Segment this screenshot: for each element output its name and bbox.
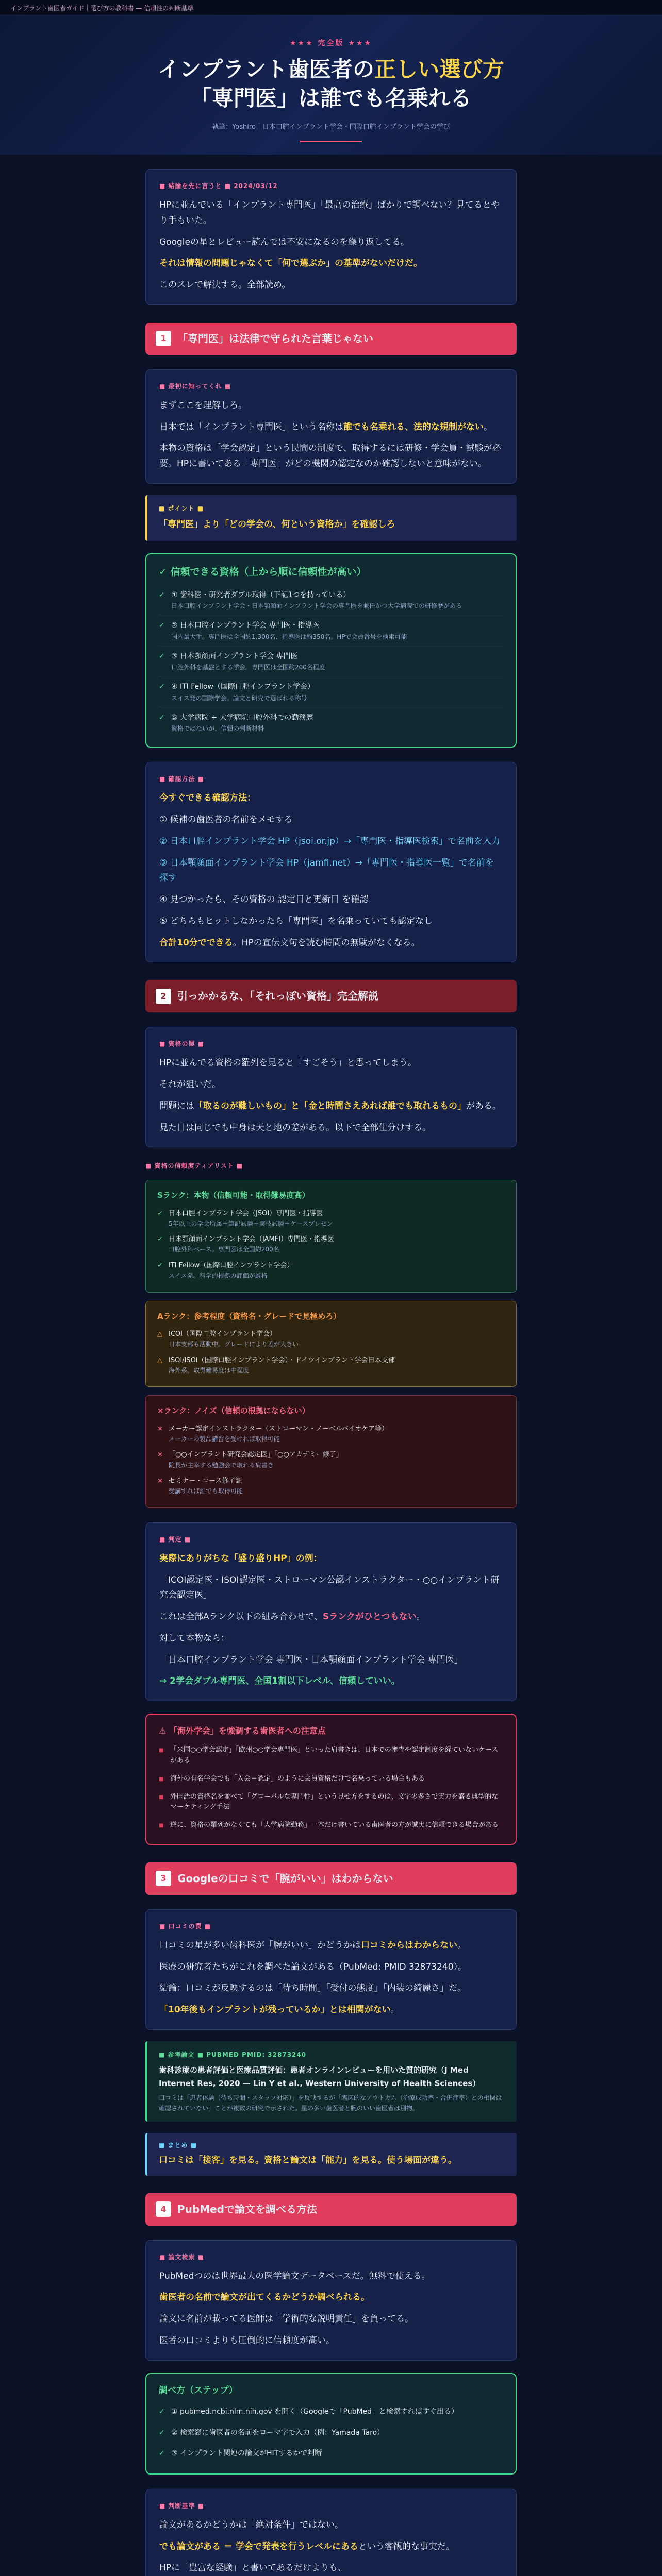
paragraph (159, 2003, 503, 2018)
text-run: という客観的な事実だ。 (358, 2541, 455, 2552)
list-item (157, 1231, 505, 1258)
section-number: 2 (156, 989, 171, 1004)
credential-list (159, 585, 503, 738)
item-main: ISOI/ISOI（国際口腔インプラント学会）・ドイツインプラント学会日本支部 (169, 1356, 395, 1364)
item-main: ③ 日本顎顔面インプラント学会 専門医 (171, 652, 298, 660)
item-main: ⑤ 大学病院 + 大学病院口腔外科での勤務歴 (171, 713, 313, 722)
text-run: 問題には (159, 1100, 194, 1111)
highlight-text: 「取るのが難しいもの」と「金と時間さえあれば誰でも取れるもの」 (194, 1100, 466, 1111)
ref-label: ■ 参考論文 ■ PUBMED PMID: 32873240 (159, 2050, 307, 2058)
legal-card (145, 369, 517, 484)
item-sub: 日本支部も活動中。グレードにより差が大きい (169, 1341, 299, 1348)
highlight-paragraph: それは情報の問題じゃなくて「何で選ぶか」の基準がないだけだ。 (159, 258, 422, 269)
trusted-credentials-box (145, 553, 517, 748)
tier-b (145, 1395, 517, 1507)
criteria-card (145, 2489, 517, 2576)
text-run: 日本では「インプラント専門医」という名称は (159, 421, 343, 432)
text-run: 。 (484, 421, 492, 432)
paragraph (159, 1609, 503, 1625)
text-run: がある。 (466, 1100, 501, 1111)
steps-box (145, 2373, 517, 2475)
top-bar-text: インプラント歯医者ガイド｜選び方の教科書 — 信頼性の判断基準 (10, 5, 194, 12)
paragraph: 対して本物なら： (159, 1633, 229, 1643)
list-item: ■ 外国語の資格名を並べて「グローバルな専門性」という見せ方をするのは、文字の多さで実力を盛る典型的なマーケティング手法 (159, 1788, 503, 1817)
step: ② 日本口腔インプラント学会 HP（jsoi.or.jp）→「専門医・指導医検索」で名前を入力 (159, 836, 501, 846)
item-main: ① 歯科医・研究者ダブル取得（下記1つを持っている） (171, 590, 351, 599)
item-sub: 日本口腔インプラント学会・日本顎顔面インプラント学会の専門医を兼任かつ大学病院での研修歴がある (171, 602, 462, 610)
card-label: ■ 最初に知ってくれ ■ (159, 382, 231, 390)
item-main: 日本顎顔面インプラント学会（JAMFI）専門医・指導医 (169, 1235, 335, 1244)
card-label: ■ 判断基準 ■ (159, 2502, 205, 2510)
item-sub: 口腔外科を基盤とする学会。専門医は全国約200名程度 (171, 664, 325, 671)
top-bar (0, 0, 662, 15)
warning-list (159, 1741, 503, 1835)
hero-eyebrow: ★★★ 完全版 ★★★ (289, 39, 373, 47)
item-sub: 5年以上の学会所属＋筆記試験＋実技試験＋ケースプレゼン (169, 1219, 333, 1227)
text-run: 。 (457, 1940, 466, 1951)
step: ① 候補の歯医者の名前をメモする (159, 815, 293, 825)
list-item (159, 615, 503, 646)
tier-s (145, 1180, 517, 1292)
list-item: ■ 海外の有名学会でも「入会＝認定」のように会員資格だけで名乗っている場合もある (159, 1770, 503, 1788)
example-card (145, 1522, 517, 1701)
tier-list-label: ■ 資格の信頼度ティアリスト ■ (145, 1162, 243, 1170)
tier-title: Sランク：本物（信頼可能・取得難易度高） (157, 1191, 310, 1200)
warning-box (145, 1714, 517, 1845)
section-title: PubMedで論文を調べる方法 (177, 2202, 317, 2215)
item-sub: 院長が主宰する勉強会で取れる肩書き (169, 1461, 274, 1469)
item-main: セミナー・コース修了証 (169, 1477, 242, 1485)
author-meta: 執筆：Yoshiro｜日本口腔インプラント学会・国際口腔インプラント学会の学び (212, 123, 450, 131)
ref-title: 歯科診療の患者評価と医療品質評価：患者オンラインレビューを用いた質的研究（J Med Internet Res, 2020 — Lin Y et al., Western University of Health Sciences） (159, 2065, 481, 2089)
step: ⑤ どちらもヒットしなかったら「専門医」を名乗っていても認定なし (159, 916, 433, 926)
paragraph: まずここを理解しろ。 (159, 400, 247, 411)
item-sub: スイス発の国際学会。論文と研究で選ばれる称号 (171, 694, 307, 702)
text-run: 。 (390, 2005, 400, 2015)
summary-box (145, 2133, 517, 2176)
text-run: 口コミの星が多い歯科医が「腕がいい」かどうかは (159, 1940, 361, 1951)
main-content (145, 169, 517, 2576)
pubmed-card (145, 2240, 517, 2361)
list-item: ■ 逆に、資格の羅列がなくても「大学病院勤務」一本だけ書いている歯医者の方が誠実に信頼できる場合がある (159, 1817, 503, 1835)
paragraph: 論文に名前が載ってる医師は「学術的な説明責任」を負ってる。 (159, 2314, 413, 2325)
item-main: ICOI（国際口腔インプラント学会） (169, 1330, 276, 1338)
verify-card (145, 762, 517, 962)
step-item: ✓ ③ インプラント関連の論文がHITするかで判断 (159, 2443, 503, 2464)
section-title: 「専門医」は法律で守られた言葉じゃない (177, 332, 373, 345)
paragraph: HPに「豊富な経験」と書いてあるだけよりも、 (159, 2563, 347, 2573)
ref-body: 口コミは「患者体験（待ち時間・スタッフ対応）」を反映するが「臨床的なアウトカム（治療成功率・合併症率）との相関は確認されていない」ことが複数の研究で示された。星の多い歯医者と腕のいい歯医者は別物。 (159, 2094, 502, 2112)
hero-divider (300, 141, 362, 142)
section-heading-4 (145, 2193, 517, 2226)
reference-box (145, 2041, 517, 2122)
item-main: ④ ITI Fellow（国際口腔インプラント学会） (171, 683, 315, 691)
step-item: ✓ ② 検索窓に歯医者の名前をローマ字で入力（例：Yamada Taro） (159, 2422, 503, 2444)
item-sub: 口腔外科ベース。専門医は全国約200名 (169, 1246, 279, 1253)
list-item (157, 1421, 505, 1447)
paragraph (159, 1099, 503, 1114)
paragraph: 医療の研究者たちがこれを調べた論文がある（PubMed: PMID 32873240）。 (159, 1961, 467, 1972)
page-title (0, 55, 662, 113)
item-main: ITI Fellow（国際口腔インプラント学会） (169, 1261, 294, 1269)
title-highlight: 正しい選び方 (374, 56, 505, 82)
highlight-text: 合計10分でできる (159, 937, 233, 948)
tier-title: Aランク：参考程度（資格名・グレードで見極めろ） (157, 1311, 341, 1321)
paragraph: HPに並んでる資格の羅列を見ると「すごそう」と思ってしまう。 (159, 1058, 417, 1069)
card-label: ■ 結論を先に言うと ■ 2024/03/12 (159, 182, 278, 190)
paragraph: 今すぐできる確認方法： (159, 793, 256, 804)
warning-title: ⚠ 「海外学会」を強調する歯医者への注意点 (159, 1726, 326, 1736)
paragraph: 歯医者の名前で論文が出てくるかどうか調べられる。 (159, 2292, 370, 2303)
title-part-2: 「専門医」は誰でも名乗れる (190, 86, 472, 111)
reviews-card (145, 1909, 517, 2030)
paragraph: 論文があるかどうかは「絶対条件」ではない。 (159, 2519, 343, 2530)
highlight-text: 口コミからはわからない (361, 1940, 457, 1951)
summary-text: 口コミは「接客」を見る。資格と論文は「能力」を見る。使う場面が違う。 (159, 2155, 457, 2165)
highlight-text: でも論文がある ＝ 学会で発表を行うレベルにある (159, 2541, 358, 2552)
section-title: 引っかかるな、「それっぽい資格」完全解説 (177, 990, 378, 1003)
section-number: 1 (156, 331, 171, 346)
item-main: ② 日本口腔インプラント学会 専門医・指導医 (171, 621, 320, 630)
item-sub: スイス発。科学的根拠の評価が厳格 (169, 1272, 268, 1280)
section-title: Googleの口コミで「腕がいい」はわからない (177, 1872, 393, 1885)
paragraph (159, 420, 503, 435)
point-text: 「専門医」より「どの学会の、何という資格か」を確認しろ (159, 519, 395, 530)
list-item: ■ 「米国○○学会認定」「欧州○○学会専門医」といった肩書きは、日本での審査や認定制度を経ていないケースがある (159, 1741, 503, 1770)
card-label: ■ 確認方法 ■ (159, 775, 205, 783)
tier-title: ×ランク：ノイズ（信頼の根拠にならない） (157, 1406, 310, 1416)
list-item (159, 707, 503, 738)
list-item (157, 1473, 505, 1499)
tier-a (145, 1301, 517, 1387)
paragraph: 結論：口コミが反映するのは「待ち時間」「受付の態度」「内装の綺麗さ」だ。 (159, 1983, 466, 1994)
paragraph: HPに並んでいる「インプラント専門医」「最高の治療」ばかりで調べない？見てるとやり手もいた。 (159, 200, 500, 226)
text-run: 。HPの宣伝文句を読む時間の無駄がなくなる。 (233, 937, 420, 948)
paragraph (159, 2539, 503, 2555)
credential-trap-card (145, 1027, 517, 1147)
paragraph: Googleの星とレビュー読んでは不安になるのを繰り返してる。 (159, 236, 409, 247)
item-sub: メーカーの製品講習を受ければ取得可能 (169, 1435, 280, 1443)
paragraph: 実際にありがちな「盛り盛りHP」の例： (159, 1553, 322, 1564)
list-item (157, 1352, 505, 1379)
text-run: これは全部Aランク以下の組み合わせで、 (159, 1612, 323, 1622)
list-item (157, 1447, 505, 1473)
list-item (157, 1326, 505, 1352)
summary-label: ■ まとめ ■ (159, 2141, 197, 2149)
section-heading-3 (145, 1862, 517, 1895)
paragraph: 「日本口腔インプラント学会 専門医・日本顎顔面インプラント学会 専門医」 (159, 1654, 463, 1665)
step: ④ 見つかったら、その資格の 認定日と更新日 を確認 (159, 894, 369, 905)
box-title: ✓ 信頼できる資格（上から順に信頼性が高い） (159, 566, 367, 578)
tier-list (157, 1206, 505, 1284)
list-item (157, 1258, 505, 1284)
section-heading-2 (145, 980, 517, 1012)
intro-card (145, 169, 517, 305)
section-heading-1 (145, 323, 517, 355)
text-run: 。 (416, 1612, 425, 1622)
paragraph: 「ICOI認定医・ISOI認定医・ストローマン公認インストラクター・○○インプラント研究会認定医」 (159, 1574, 500, 1601)
paragraph: 見た目は同じでも中身は天と地の差がある。以下で全部仕分けする。 (159, 1122, 431, 1133)
paragraph: このスレで解決する。全部読め。 (159, 280, 291, 290)
tier-list (157, 1421, 505, 1499)
highlight-text: 「10年後もインプラントが残っているか」とは相関がない (159, 2005, 391, 2015)
list-item (159, 676, 503, 707)
paragraph (159, 1938, 503, 1954)
section-number: 3 (156, 1871, 171, 1886)
point-label: ■ ポイント ■ (159, 504, 204, 512)
paragraph (159, 936, 503, 951)
hero (0, 15, 662, 155)
item-sub: 国内最大手。専門医は全国約1,300名、指導医は約350名。HPで会員番号を検索可能 (171, 633, 407, 640)
paragraph: 本物の資格は「学会認定」という民間の制度で、取得するには研修・学会員・試験が必要。HPに書いてある「専門医」がどの機関の認定なのか確認しないと意味がない。 (159, 443, 501, 469)
card-label: ■ 口コミの罠 ■ (159, 1922, 211, 1930)
highlight-text: Sランクがひとつもない (322, 1612, 417, 1622)
steps-title: 調べ方（ステップ） (159, 2385, 238, 2396)
card-label: ■ 資格の罠 ■ (159, 1040, 205, 1048)
item-sub: 資格ではないが、信頼の判断材料 (171, 725, 264, 733)
list-item (159, 646, 503, 677)
step-item: ✓ ① pubmed.ncbi.nlm.nih.gov を開く（Googleで「PubMed」と検索すればすぐ出る） (159, 2401, 503, 2422)
title-part-1: インプラント歯医者の (157, 56, 374, 82)
list-item (157, 1206, 505, 1232)
paragraph: PubMedつのは世界最大の医学論文データベースだ。無料で使える。 (159, 2270, 431, 2281)
section-number: 4 (156, 2201, 171, 2217)
item-main: メーカー認定インストラクター（ストローマン・ノーベルバイオケア等） (169, 1425, 389, 1433)
card-label: ■ 論文検索 ■ (159, 2253, 205, 2261)
point-box (145, 495, 517, 541)
item-sub: 受講すれば誰でも取得可能 (169, 1487, 243, 1495)
item-main: 「○○インプラント研究会認定医」「○○アカデミー修了」 (169, 1451, 343, 1459)
paragraph: 医者の口コミよりも圧倒的に信頼度が高い。 (159, 2335, 335, 2346)
paragraph: それが狙いだ。 (159, 1079, 221, 1090)
steps-list (159, 2401, 503, 2464)
tier-list (157, 1326, 505, 1378)
item-main: 日本口腔インプラント学会（JSOI）専門医・指導医 (169, 1209, 323, 1217)
paragraph: → 2学会ダブル専門医、全国1割以下レベル、信頼していい。 (159, 1676, 400, 1687)
highlight-text: 誰でも名乗れる、法的な規制がない (343, 421, 484, 432)
item-sub: 海外系。取得難易度は中程度 (169, 1366, 250, 1374)
step: ③ 日本顎顔面インプラント学会 HP（jamfi.net）→「専門医・指導医一覧」で名前を探す (159, 857, 494, 884)
card-label: ■ 判定 ■ (159, 1535, 191, 1543)
list-item (159, 585, 503, 616)
